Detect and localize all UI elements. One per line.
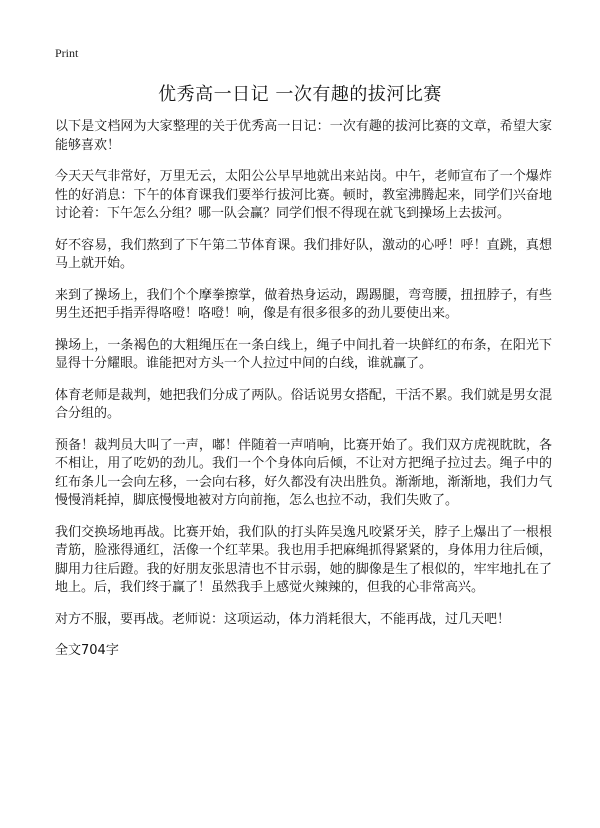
print-link[interactable]: Print bbox=[55, 46, 79, 60]
word-count: 全文704字 bbox=[55, 643, 119, 658]
article-title: 优秀高一日记 一次有趣的拔河比赛 bbox=[158, 84, 442, 105]
body-paragraph: 我们交换场地再战。比赛开始，我们队的打头阵吴逸凡咬紧牙关，脖子上爆出了一根根青筋，脸涨得通红，活像一个红苹果。我也用手把麻绳抓得紧紧的，身体用力往后倾，脚用力往后蹬。我的好朋友张思清也不甘示弱，她的脚像是生了根似的，牢牢地扎在了地上。后，我们终于赢了！虽然我手上感觉火辣辣的，但我的心非常高兴。 bbox=[55, 524, 552, 595]
body-paragraph: 来到了操场上，我们个个摩拳擦掌，做着热身运动，踢踢腿，弯弯腰，扭扭脖子，有些男生还把手指弄得咯噔！咯噔！响，像是有很多很多的劲儿要使出来。 bbox=[55, 287, 552, 321]
body-paragraph: 预备！裁判员大叫了一声，嘟！伴随着一声哨响，比赛开始了。我们双方虎视眈眈，各不相让，用了吃奶的劲儿。我们一个个身体向后倾，不让对方把绳子拉过去。绳子中的红布条儿一会向左移，一会向右移，好久都没有决出胜负。渐渐地，渐渐地，我们力气慢慢消耗掉，脚底慢慢地被对方向前拖，怎么也拉不动，我们失败了。 bbox=[55, 437, 552, 508]
article-body bbox=[55, 118, 552, 660]
body-paragraph: 对方不服，要再战。老师说：这项运动，体力消耗很大，不能再战，过几天吧！ bbox=[55, 611, 511, 627]
intro-paragraph: 以下是文档网为大家整理的关于优秀高一日记：一次有趣的拔河比赛的文章，希望大家能够喜欢！ bbox=[55, 119, 552, 153]
body-paragraph: 操场上，一条褐色的大粗绳压在一条白线上，绳子中间扎着一块鲜红的布条，在阳光下显得十分耀眼。谁能把对方头一个人拉过中间的白线，谁就赢了。 bbox=[55, 337, 552, 371]
body-paragraph: 体育老师是裁判，她把我们分成了两队。俗话说男女搭配，干活不累。我们就是男女混合分组的。 bbox=[55, 387, 552, 421]
body-paragraph: 今天天气非常好，万里无云，太阳公公早早地就出来站岗。中午，老师宣布了一个爆炸性的好消息：下午的体育课我们要举行拔河比赛。顿时，教室沸腾起来，同学们兴奋地讨论着：下午怎么分组？哪一队会赢？同学们恨不得现在就飞到操场上去拔河。 bbox=[55, 169, 552, 221]
body-paragraph: 好不容易，我们熬到了下午第二节体育课。我们排好队，激动的心呼！呼！直跳，真想马上就开始。 bbox=[55, 237, 552, 271]
